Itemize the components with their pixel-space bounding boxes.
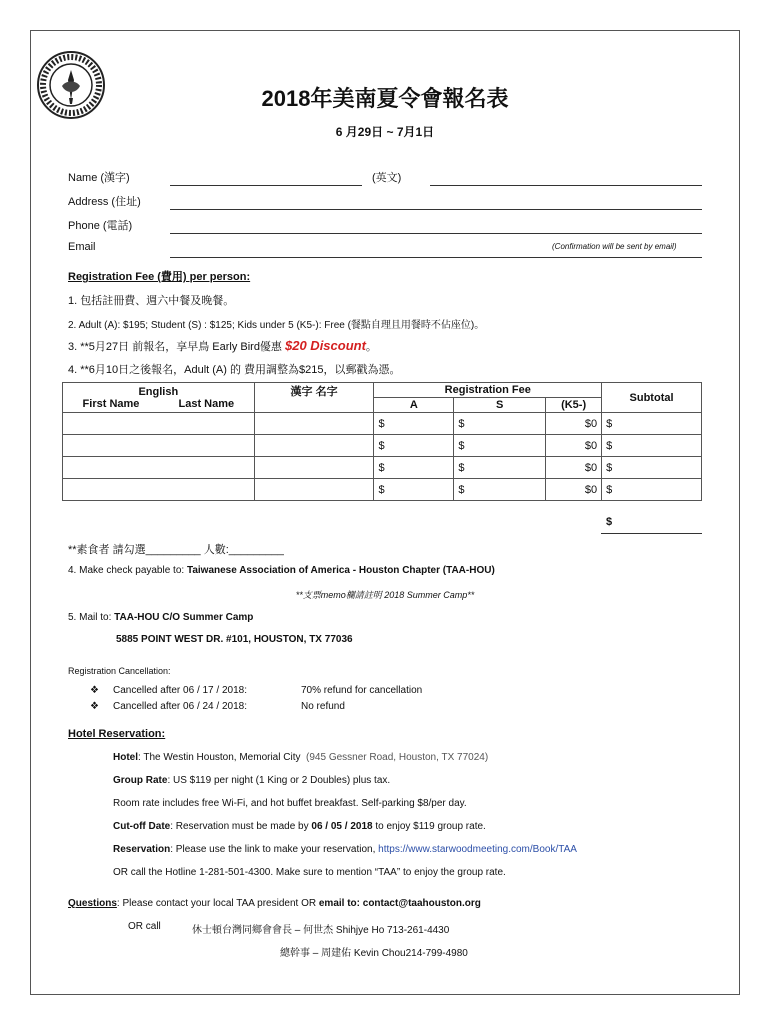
k5-cell: $0	[546, 457, 602, 479]
table-row	[63, 479, 702, 501]
mail-prefix: 5. Mail to:	[68, 612, 115, 623]
cancel-what-2: No refund	[301, 701, 345, 712]
cancel-what-1: 70% refund for cancellation	[301, 685, 423, 696]
name-en-label: (英文)	[372, 172, 402, 184]
email-field[interactable]	[170, 257, 702, 258]
subtotal-cell[interactable]: $	[602, 457, 702, 479]
email-note: (Confirmation will be sent by email)	[552, 242, 677, 251]
hotel-line	[113, 752, 488, 763]
k5-cell: $0	[546, 479, 602, 501]
a-cell[interactable]: $	[374, 413, 454, 435]
name-en-field[interactable]	[430, 185, 702, 186]
secretary-contact: 總幹事 – 周建佑 Kevin Chou214-799-4980	[280, 948, 468, 959]
reg-fee-header: Registration Fee	[374, 383, 602, 398]
check-payee: Taiwanese Association of America - Houston Chapter (TAA-HOU)	[186, 565, 495, 576]
chinese-cell[interactable]	[254, 435, 374, 457]
page-title: 2018年美南夏令會報名表	[261, 86, 509, 111]
subtotal-cell[interactable]: $	[602, 479, 702, 501]
k5-cell: $0	[546, 413, 602, 435]
cancel-bullet-icon: ❖	[90, 701, 99, 712]
first-last-cell[interactable]	[63, 479, 255, 501]
a-cell[interactable]: $	[374, 435, 454, 457]
fee-item-3-end: 。	[365, 341, 377, 353]
cancel-when-1: Cancelled after 06 / 17 / 2018:	[113, 685, 247, 696]
table-row	[63, 457, 702, 479]
hotel-heading: Hotel Reservation:	[68, 728, 166, 740]
first-last-cell[interactable]	[63, 457, 255, 479]
questions-label: Questions	[68, 898, 117, 909]
fee-item-4: 4. **6月10日之後報名，Adult (A) 的 費用調整為$215，以郵戳為憑。	[68, 364, 401, 376]
name-cn-label: Name (漢字)	[68, 172, 130, 184]
questions-line	[68, 898, 481, 909]
rate-includes: Room rate includes free Wi-Fi, and hot buffet breakfast. Self-parking $8/per day.	[113, 798, 467, 809]
col-s-header: S	[454, 398, 546, 413]
fee-item-3-text: 3. **5月27日 前報名，享早鳥 Early Bird優惠	[68, 341, 285, 353]
phone-field[interactable]	[170, 233, 702, 234]
hotel-label: Hotel	[113, 752, 138, 763]
event-date: 6 月29日 ~ 7月1日	[335, 125, 435, 139]
english-label: English	[138, 385, 179, 398]
fee-heading: Registration Fee (費用) per person:	[68, 271, 251, 283]
rate-label: Group Rate	[113, 775, 168, 786]
cancellation-heading: Registration Cancellation:	[68, 666, 171, 676]
total-underline	[601, 533, 702, 534]
president-contact: 休士頓台灣同鄉會會長 – 何世杰 Shihjye Ho 713-261-4430	[192, 925, 450, 936]
s-cell[interactable]: $	[454, 457, 546, 479]
col-k5-header: (K5-)	[546, 398, 602, 413]
rate-text: : US $119 per night (1 King or 2 Doubles) plus tax.	[167, 775, 391, 786]
cutoff-date: 06 / 05 / 2018	[311, 821, 373, 832]
subtotal-cell[interactable]: $	[602, 435, 702, 457]
email-label: Email	[68, 241, 96, 253]
fee-item-2: 2. Adult (A): $195; Student (S) : $125; Kids under 5 (K5-): Free (餐點自理且用餐時不佔座位)。	[68, 320, 485, 331]
check-memo: **支票memo欄請註明 2018 Summer Camp**	[295, 590, 475, 600]
cancel-bullet-icon: ❖	[90, 685, 99, 696]
registration-table	[62, 382, 702, 501]
chinese-name-header: 漢字 名字	[254, 383, 374, 413]
discount-badge: $20 Discount	[285, 338, 366, 353]
mail-recipient: TAA-HOU C/O Summer Camp	[114, 612, 254, 623]
name-cn-field[interactable]	[170, 185, 362, 186]
chinese-cell[interactable]	[254, 413, 374, 435]
chinese-cell[interactable]	[254, 457, 374, 479]
hotline: OR call the Hotline 1-281-501-4300. Make sure to mention “TAA” to enjoy the group rate.	[113, 867, 506, 878]
reservation-text: : Please use the link to make your reservation,	[170, 844, 379, 855]
address-field[interactable]	[170, 209, 702, 210]
subtotal-cell[interactable]: $	[602, 413, 702, 435]
s-cell[interactable]: $	[454, 413, 546, 435]
reservation-link[interactable]: https://www.starwoodmeeting.com/Book/TAA	[378, 844, 577, 855]
or-call: OR call	[128, 921, 161, 932]
cutoff-pre: : Reservation must be made by	[170, 821, 312, 832]
hotel-address: (945 Gessner Road, Houston, TX 77024)	[306, 752, 489, 763]
address-label: Address (住址)	[68, 196, 141, 208]
last-name-header: Last Name	[178, 397, 235, 410]
k5-cell: $0	[546, 435, 602, 457]
fee-item-3	[68, 338, 377, 354]
cancel-when-2: Cancelled after 06 / 24 / 2018:	[113, 701, 247, 712]
english-header	[63, 383, 255, 413]
first-last-cell[interactable]	[63, 413, 255, 435]
col-a-header: A	[374, 398, 454, 413]
questions-text: : Please contact your local TAA president OR	[116, 898, 319, 909]
reservation-label: Reservation	[113, 844, 171, 855]
reservation-line	[113, 844, 577, 855]
cutoff-post: to enjoy $119 group rate.	[372, 821, 486, 832]
check-prefix: 4. Make check payable to:	[68, 565, 187, 576]
s-cell[interactable]: $	[454, 479, 546, 501]
vegetarian-line: **素食者 請勾選_________ 人數:_________	[68, 544, 284, 556]
questions-email[interactable]: email to: contact@taahouston.org	[318, 898, 481, 909]
cutoff-label: Cut-off Date	[113, 821, 171, 832]
a-cell[interactable]: $	[374, 457, 454, 479]
a-cell[interactable]: $	[374, 479, 454, 501]
chinese-cell[interactable]	[254, 479, 374, 501]
phone-label: Phone (電話)	[68, 220, 133, 232]
hotel-name: : The Westin Houston, Memorial City	[138, 752, 301, 763]
subtotal-header: Subtotal	[602, 383, 702, 413]
table-row	[63, 435, 702, 457]
cutoff-line	[113, 821, 486, 832]
s-cell[interactable]: $	[454, 435, 546, 457]
total-amount: $	[606, 516, 613, 528]
fee-item-1: 1. 包括註冊費、週六中餐及晚餐。	[68, 295, 235, 307]
first-name-header: First Name	[82, 397, 140, 410]
mail-address: 5885 POINT WEST DR. #101, HOUSTON, TX 77036	[116, 634, 353, 645]
table-row	[63, 413, 702, 435]
check-payable	[68, 565, 495, 576]
group-rate-line	[113, 775, 390, 786]
mail-to	[68, 612, 253, 623]
first-last-cell[interactable]	[63, 435, 255, 457]
